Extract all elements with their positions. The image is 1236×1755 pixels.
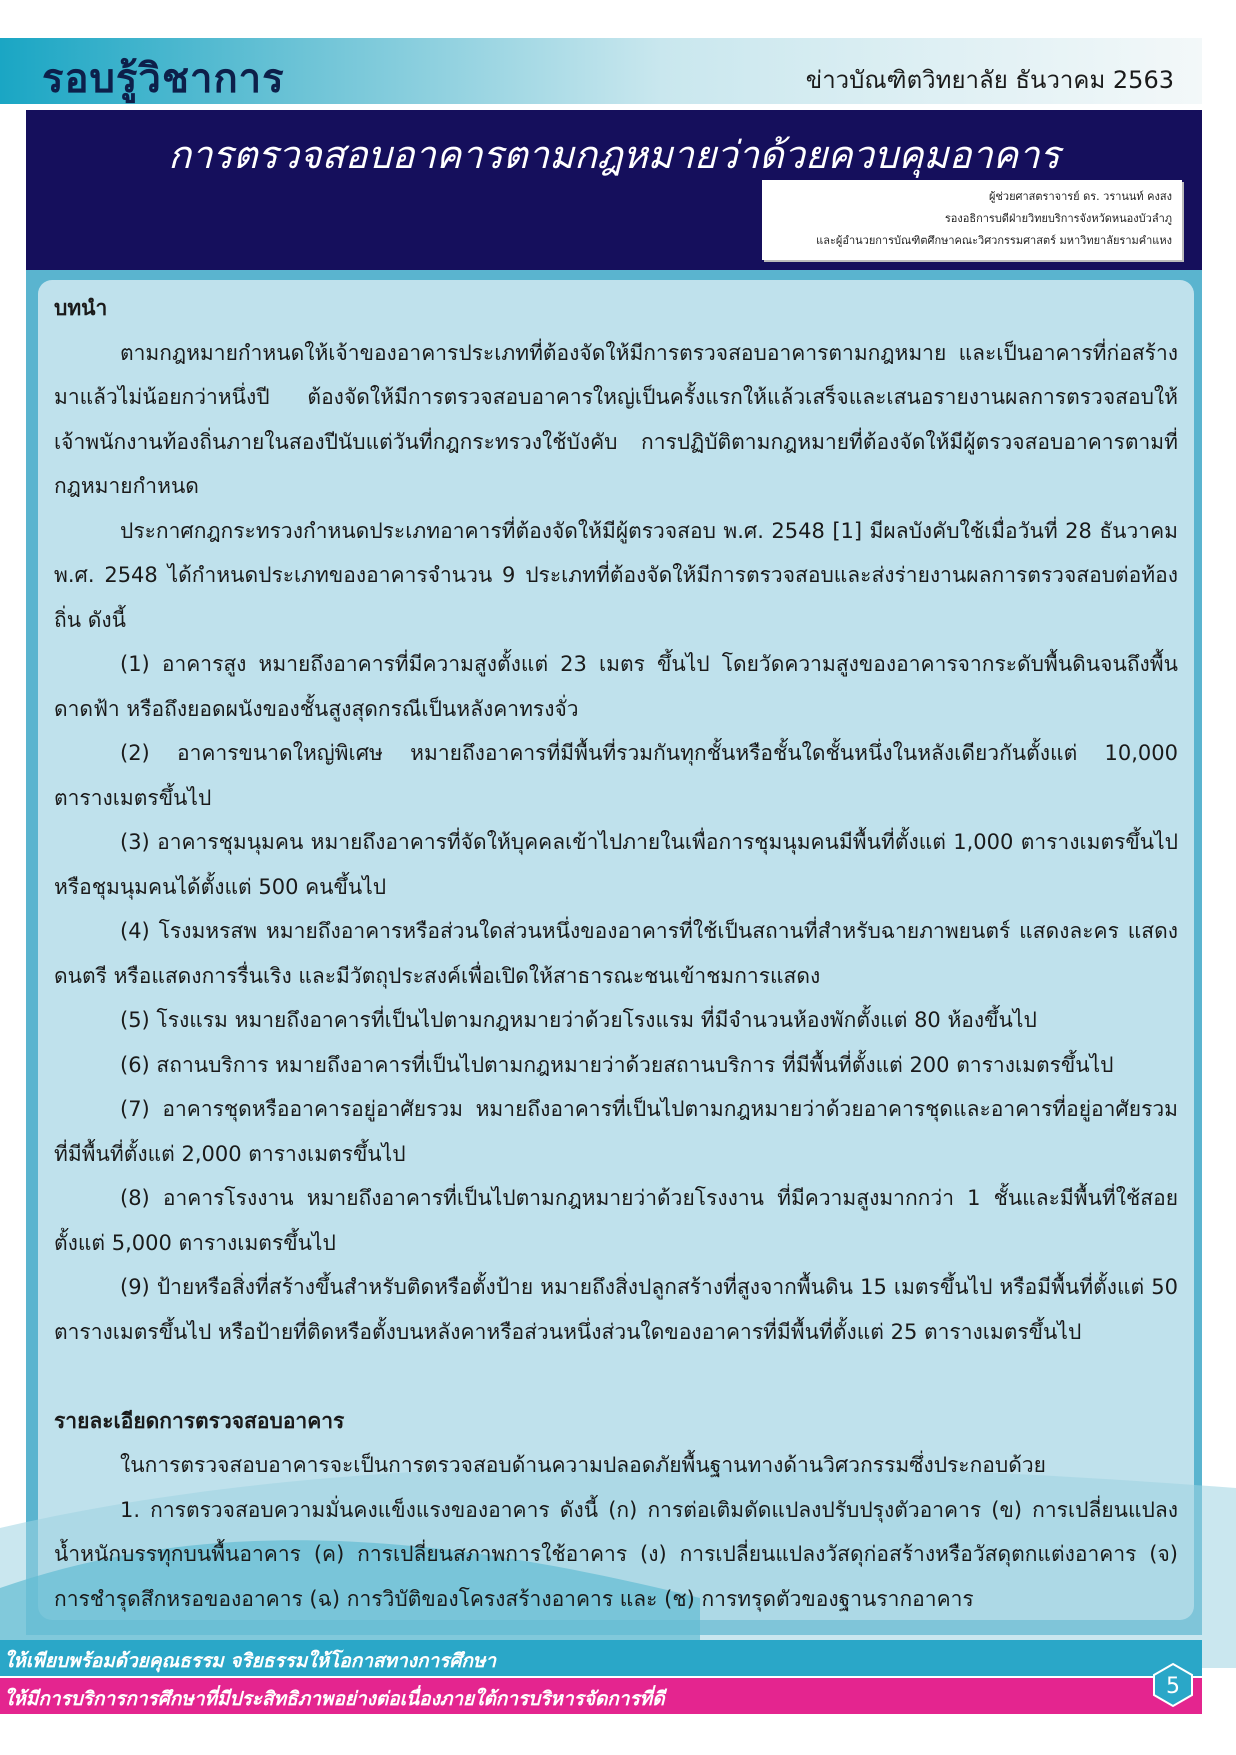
article-body: [54, 286, 1178, 1621]
list-item: (4) โรงมหรสพ หมายถึงอาคารหรือส่วนใดส่วนหนึ่งของอาคารที่ใช้เป็นสถานที่สำหรับฉายภาพยนตร์ แสดงละคร แสดงดนตรี หรือแสดงการรื่นเริง และมีวัตถุประสงค์เพื่อเปิดให้สาธารณะชนเข้าชมการแสดง: [54, 919, 1178, 988]
author-name: ผู้ช่วยศาสตราจารย์ ดร. วรานนท์ คงสง: [988, 190, 1172, 203]
footer-mission: ให้มีการบริการการศึกษาที่มีประสิทธิภาพอย่างต่อเนื่องภายใต้การบริหารจัดการที่ดี: [4, 1688, 665, 1710]
list-item: (9) ป้ายหรือสิ่งที่สร้างขึ้นสำหรับติดหรือตั้งป้าย หมายถึงสิ่งปลูกสร้างที่สูงจากพื้นดิน 15 เมตรขึ้นไป หรือมีพื้นที่ตั้งแต่ 50 ตารางเมตรขึ้นไป หรือป้ายที่ติดหรือตั้งบนหลังคาหรือส่วนหนึ่งส่วนใดของอาคารที่มีพื้นที่ตั้งแต่ 25 ตารางเมตรขึ้นไป: [54, 1275, 1178, 1344]
article-title: การตรวจสอบอาคารตามกฎหมายว่าด้วยควบคุมอาคาร: [168, 133, 1060, 177]
detail-heading: รายละเอียดการตรวจสอบอาคาร: [54, 1408, 345, 1433]
issue-label: ข่าวบัณฑิตวิทยาลัย ธันวาคม 2563: [805, 66, 1174, 94]
footer-motto: ให้เพียบพร้อมด้วยคุณธรรม จริยธรรมให้โอกาสทางการศึกษา: [4, 1650, 497, 1672]
footer-bar-pink: [0, 1678, 1202, 1714]
section-spacer: [54, 1354, 1178, 1399]
paragraph: ในการตรวจสอบอาคารจะเป็นการตรวจสอบด้านความปลอดภัยพื้นฐานทางด้านวิศวกรรมซึ่งประกอบด้วย: [120, 1453, 1046, 1477]
list-item: (7) อาคารชุดหรืออาคารอยู่อาศัยรวม หมายถึงอาคารที่เป็นไปตามกฎหมายว่าด้วยอาคารชุดและอาคารที่อยู่อาศัยรวมที่มีพื้นที่ตั้งแต่ 2,000 ตารางเมตรขึ้นไป: [54, 1097, 1178, 1166]
intro-heading: บทนำ: [54, 296, 108, 320]
author-card: [762, 180, 1182, 260]
author-affiliation: และผู้อำนวยการบัณฑิตศึกษาคณะวิศวกรรมศาสตร์ มหาวิทยาลัยรามคำแหง: [816, 234, 1172, 247]
paragraph: ประกาศกฎกระทรวงกำหนดประเภทอาคารที่ต้องจัดให้มีผู้ตรวจสอบ พ.ศ. 2548 [1] มีผลบังคับใช้เมื่อวันที่ 28 ธันวาคม พ.ศ. 2548 ได้กำหนดประเภทของอาคารจำนวน 9 ประเภทที่ต้องจัดให้มีการตรวจสอบและส่งร่ายงานผลการตรวจสอบต่อท้องถิ่น ดังนี้: [54, 518, 1178, 632]
page-number: 5: [1166, 1674, 1180, 1699]
section-brand: รอบรู้วิชาการ: [42, 56, 285, 102]
list-item: (8) อาคารโรงงาน หมายถึงอาคารที่เป็นไปตามกฎหมายว่าด้วยโรงงาน ที่มีความสูงมากกว่า 1 ชั้นและมีพื้นที่ใช้สอยตั้งแต่ 5,000 ตารางเมตรขึ้นไป: [54, 1186, 1178, 1255]
list-item: (6) สถานบริการ หมายถึงอาคารที่เป็นไปตามกฎหมายว่าด้วยสถานบริการ ที่มีพื้นที่ตั้งแต่ 200 ตารางเมตรขึ้นไป: [120, 1052, 1114, 1077]
list-item: (1) อาคารสูง หมายถึงอาคารที่มีความสูงตั้งแต่ 23 เมตร ขึ้นไป โดยวัดความสูงของอาคารจากระดับพื้นดินจนถึงพื้นดาดฟ้า หรือถึงยอดผนังของชั้นสูงสุดกรณีเป็นหลังคาทรงจั่ว: [54, 652, 1178, 721]
list-item: (3) อาคารชุมนุมคน หมายถึงอาคารที่จัดให้บุคคลเข้าไปภายในเพื่อการชุมนุมคนมีพื้นที่ตั้งแต่ 1,000 ตารางเมตรขึ้นไป หรือชุมนุมคนได้ตั้งแต่ 500 คนขึ้นไป: [54, 830, 1178, 899]
list-item: (5) โรงแรม หมายถึงอาคารที่เป็นไปตามกฎหมายว่าด้วยโรงแรม ที่มีจำนวนห้องพักตั้งแต่ 80 ห้องขึ้นไป: [120, 1008, 1037, 1032]
paragraph: 1. การตรวจสอบความมั่นคงแข็งแรงของอาคาร ดังนี้ (ก) การต่อเติมดัดแปลงปรับปรุงตัวอาคาร (ข) การเปลี่ยนแปลงน้ำหนักบรรทุกบนพื้นอาคาร (ค) การเปลี่ยนสภาพการใช้อาคาร (ง) การเปลี่ยนแปลงวัสดุก่อสร้างหรือวัสดุตกแต่งอาคาร (จ) การชำรุดสึกหรอของอาคาร (ฉ) การวิบัติของโครงสร้างอาคาร และ (ช) การทรุดตัวของฐานรากอาคาร: [54, 1497, 1178, 1611]
page-number-badge: [1150, 1662, 1196, 1708]
list-item: (2) อาคารขนาดใหญ่พิเศษ หมายถึงอาคารที่มีพื้นที่รวมกันทุกชั้นหรือชั้นใดชั้นหนึ่งในหลังเดียวกันตั้งแต่ 10,000 ตารางเมตรขึ้นไป: [54, 741, 1178, 810]
paragraph: ตามกฎหมายกำหนดให้เจ้าของอาคารประเภทที่ต้องจัดให้มีการตรวจสอบอาคารตามกฎหมาย และเป็นอาคารที่ก่อสร้างมาแล้วไม่น้อยกว่าหนึ่งปี ต้องจัดให้มีการตรวจสอบอาคารใหญ่เป็นครั้งแรกให้แล้วเสร็จและเสนอรายงานผลการตรวจสอบให้เจ้าพนักงานท้องถิ่นภายในสองปีนับแต่วันที่กฎกระทรวงใช้บังคับ การปฏิบัติตามกฎหมายที่ต้องจัดให้มีผู้ตรวจสอบอาคารตามที่กฎหมายกำหนด: [54, 340, 1178, 498]
author-position: รองอธิการบดีฝ่ายวิทยบริการจังหวัดหนองบัวลำภู: [944, 212, 1172, 225]
footer-bar-blue: [0, 1640, 1202, 1676]
